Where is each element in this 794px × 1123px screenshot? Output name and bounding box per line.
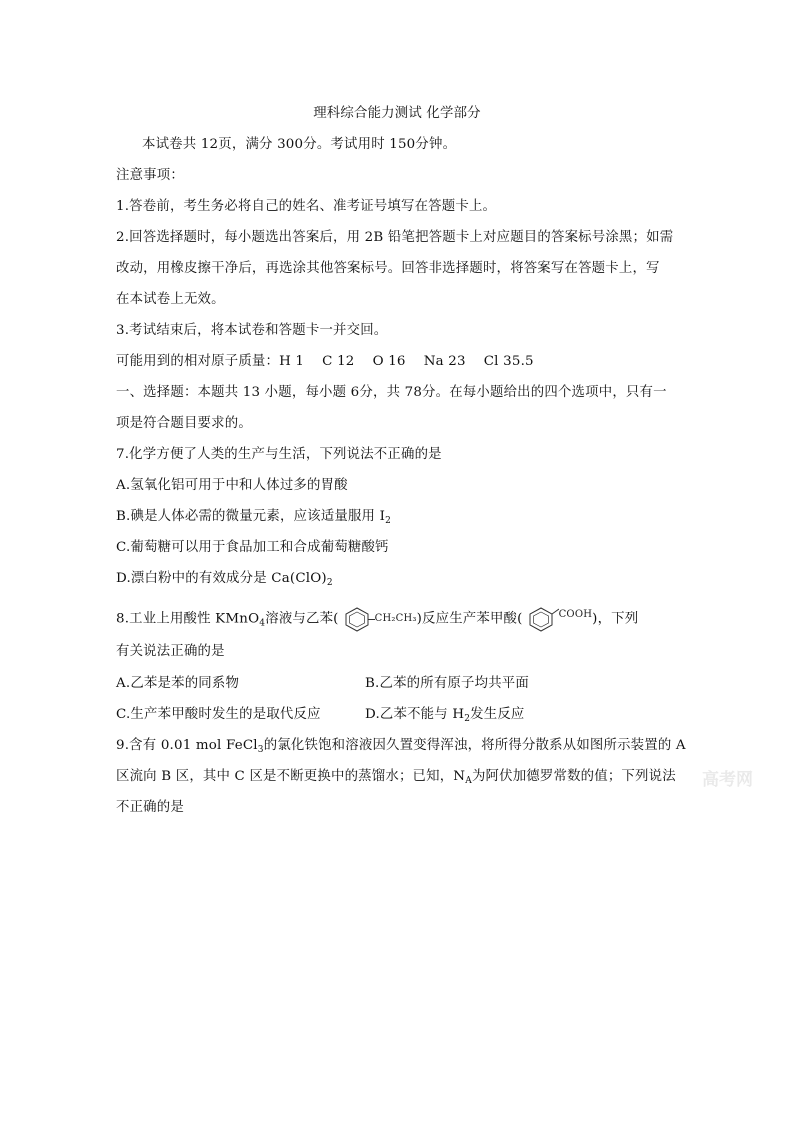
q7-option-b bbox=[116, 508, 391, 526]
q8-option-c: C.生产苯甲酸时发生的是取代反应 bbox=[116, 707, 321, 722]
page-title: 理科综合能力测试 化学部分 bbox=[313, 106, 481, 121]
q7-stem: 7.化学方便了人类的生产与生活，下列说法不正确的是 bbox=[116, 447, 442, 462]
q7-option-c: C.葡萄糖可以用于食品加工和合成葡萄糖酸钙 bbox=[116, 540, 389, 555]
q9-line-2-part-1: 区流向 B 区，其中 C 区是不断更换中的蒸馏水；已知，N bbox=[116, 769, 466, 784]
q8-option-b: B.乙苯的所有原子均共平面 bbox=[365, 676, 529, 691]
q8-stem-part-3: )反应生产苯甲酸( bbox=[416, 611, 523, 627]
q8-stem-part-4: )，下列 bbox=[592, 611, 639, 627]
carboxyl-group-label: COOH bbox=[558, 609, 593, 620]
notice-2-line-2: 改动，用橡皮擦干净后，再选涂其他答案标号。回答非选择题时，将答案写在答题卡上，写 bbox=[116, 261, 660, 276]
q7-option-d bbox=[116, 570, 333, 588]
notice-1: 1.答卷前，考生务必将自己的姓名、准考证号填写在答题卡上。 bbox=[116, 199, 497, 214]
benzoic-acid-ring-icon bbox=[523, 606, 559, 632]
ethylbenzene-ring-icon bbox=[339, 606, 375, 632]
q8-options-row-2 bbox=[116, 706, 716, 724]
intro-line: 本试卷共 12页，满分 300分。考试用时 150分钟。 bbox=[142, 137, 457, 152]
q8-stem-part-2: 溶液与乙苯( bbox=[265, 611, 339, 627]
q8-stem-line-1 bbox=[116, 606, 638, 632]
q8-option-d-text: D.乙苯不能与 H bbox=[365, 707, 465, 722]
section-heading-line-2: 项是符合题目要求的。 bbox=[116, 416, 252, 431]
q7-option-a: A.氢氧化铝可用于中和人体过多的胃酸 bbox=[116, 478, 348, 493]
q8-option-d-subscript: 2 bbox=[464, 714, 471, 724]
q9-line-2-part-2: 为阿伏加德罗常数的值；下列说法 bbox=[471, 769, 676, 784]
q8-option-a: A.乙苯是苯的同系物 bbox=[116, 676, 240, 691]
notice-3: 3.考试结束后，将本试卷和答题卡一并交回。 bbox=[116, 323, 388, 338]
q9-stem-line-2 bbox=[116, 768, 676, 786]
q8-option-d bbox=[365, 706, 525, 724]
notice-heading: 注意事项： bbox=[116, 168, 184, 183]
q8-stem-part-1: 8.工业上用酸性 KMnO bbox=[116, 611, 260, 627]
notice-2-line-1: 2.回答选择题时，每小题选出答案后，用 2B 铅笔把答题卡上对应题目的答案标号涂黑；如需 bbox=[116, 230, 674, 245]
ethyl-group-label: CH₂CH₃ bbox=[374, 613, 417, 624]
q7-option-d-text: D.漂白粉中的有效成分是 Ca(ClO) bbox=[116, 571, 327, 586]
watermark: 高考网 bbox=[702, 770, 753, 790]
q8-option-d-tail: 发生反应 bbox=[470, 707, 525, 722]
q9-na-subscript: A bbox=[465, 776, 472, 786]
q7-option-b-text: B.碘是人体必需的微量元素，应该适量服用 I bbox=[116, 509, 386, 524]
section-heading-line-1: 一、选择题：本题共 13 小题，每小题 6分，共 78分。在每小题给出的四个选项中，只有一 bbox=[116, 385, 667, 400]
q7-option-b-subscript: 2 bbox=[385, 516, 392, 526]
atomic-mass-line: 可能用到的相对原子质量：H 1 C 12 O 16 Na 23 Cl 35.5 bbox=[116, 354, 534, 369]
q9-line-1-part-2: 的氯化铁饱和溶液因久置变得浑浊，将所得分散系从如图所示装置的 A bbox=[263, 738, 686, 753]
q9-line-1-part-1: 9.含有 0.01 mol FeCl bbox=[116, 738, 258, 753]
q8-kmno4-subscript: 4 bbox=[259, 618, 266, 629]
q8-stem-line-2: 有关说法正确的是 bbox=[116, 644, 225, 659]
notice-2-line-3: 在本试卷上无效。 bbox=[116, 292, 225, 307]
q9-stem-line-3: 不正确的是 bbox=[116, 800, 184, 815]
q9-stem-line-1 bbox=[116, 737, 686, 755]
q9-fecl3-subscript: 3 bbox=[257, 745, 264, 755]
q7-option-d-subscript: 2 bbox=[326, 578, 333, 588]
q8-options-row-1 bbox=[116, 675, 716, 693]
